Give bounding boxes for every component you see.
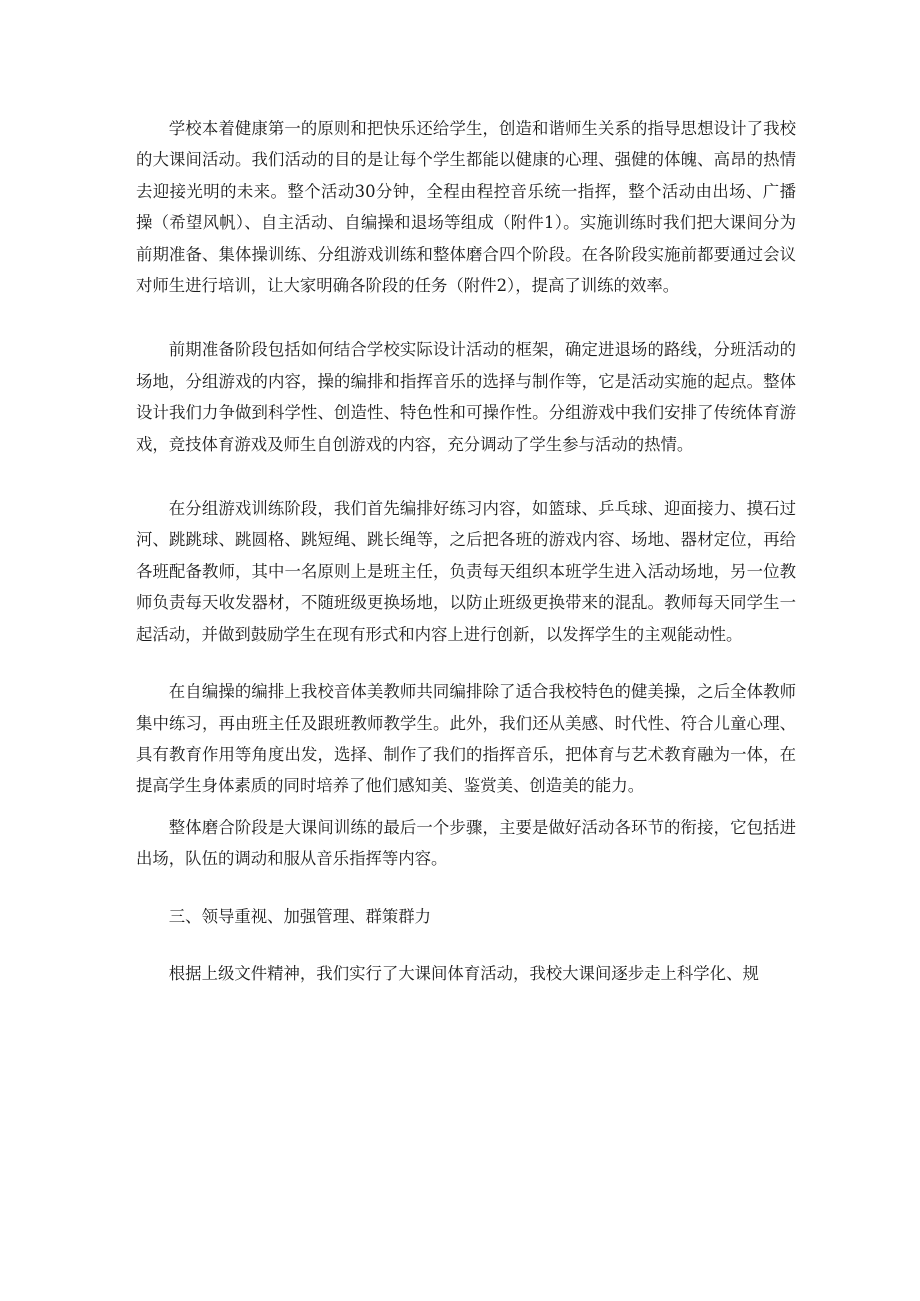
paragraph-3: 在分组游戏训练阶段，我们首先编排好练习内容，如篮球、乒乓球、迎面接力、摸石过河、跳跳球、跳圆格、跳短绳、跳长绳等，之后把各班的游戏内容、场地、器材定位，再给各班配备教师，其中一名原则上是班主任，负责每天组织本班学生进入活动场地，另一位教师负责每天收发器材，不随班级更换场地，以防止班级更换带来的混乱。教师每天同学生一起活动，并做到鼓励学生在现有形式和内容上进行创新，以发挥学生的主观能动性。 <box>136 499 796 644</box>
section-heading: 三、领导重视、加强管理、群策群力 <box>168 906 432 926</box>
paragraph-5: 整体磨合阶段是大课间训练的最后一个步骤，主要是做好活动各环节的衔接，它包括进出场，队伍的调动和服从音乐指挥等内容。 <box>136 817 796 869</box>
paragraph-2: 前期准备阶段包括如何结合学校实际设计活动的框架，确定进退场的路线，分班活动的场地，分组游戏的内容，操的编排和指挥音乐的选择与制作等，它是活动实施的起点。整体设计我们力争做到科学性、创造性、特色性和可操作性。分组游戏中我们安排了传统体育游戏，竞技体育游戏及师生自创游戏的内容，充分调动了学生参与活动的热情。 <box>136 340 796 454</box>
paragraph-1: 学校本着健康第一的原则和把快乐还给学生，创造和谐师生关系的指导思想设计了我校的大课间活动。我们活动的目的是让每个学生都能以健康的心理、强健的体魄、高昂的热情去迎接光明的未来。整个活动30分钟，全程由程控音乐统一指挥，整个活动由出场、广播操（希望风帆）、自主活动、自编操和退场等组成（附件1）。实施训练时我们把大课间分为前期准备、集体操训练、分组游戏训练和整体磨合四个阶段。在各阶段实施前都要通过会议对师生进行培训，让大家明确各阶段的任务（附件2），提高了训练的效率。 <box>136 119 796 296</box>
paragraph-6: 根据上级文件精神，我们实行了大课间体育活动，我校大课间逐步走上科学化、规 <box>168 963 759 983</box>
paragraph-4: 在自编操的编排上我校音体美教师共同编排除了适合我校特色的健美操，之后全体教师集中练习，再由班主任及跟班教师教学生。此外，我们还从美感、时代性、符合儿童心理、具有教育作用等角度出发，选择、制作了我们的指挥音乐，把体育与艺术教育融为一体，在提高学生身体素质的同时培养了他们感知美、鉴赏美、创造美的能力。 <box>136 682 796 796</box>
